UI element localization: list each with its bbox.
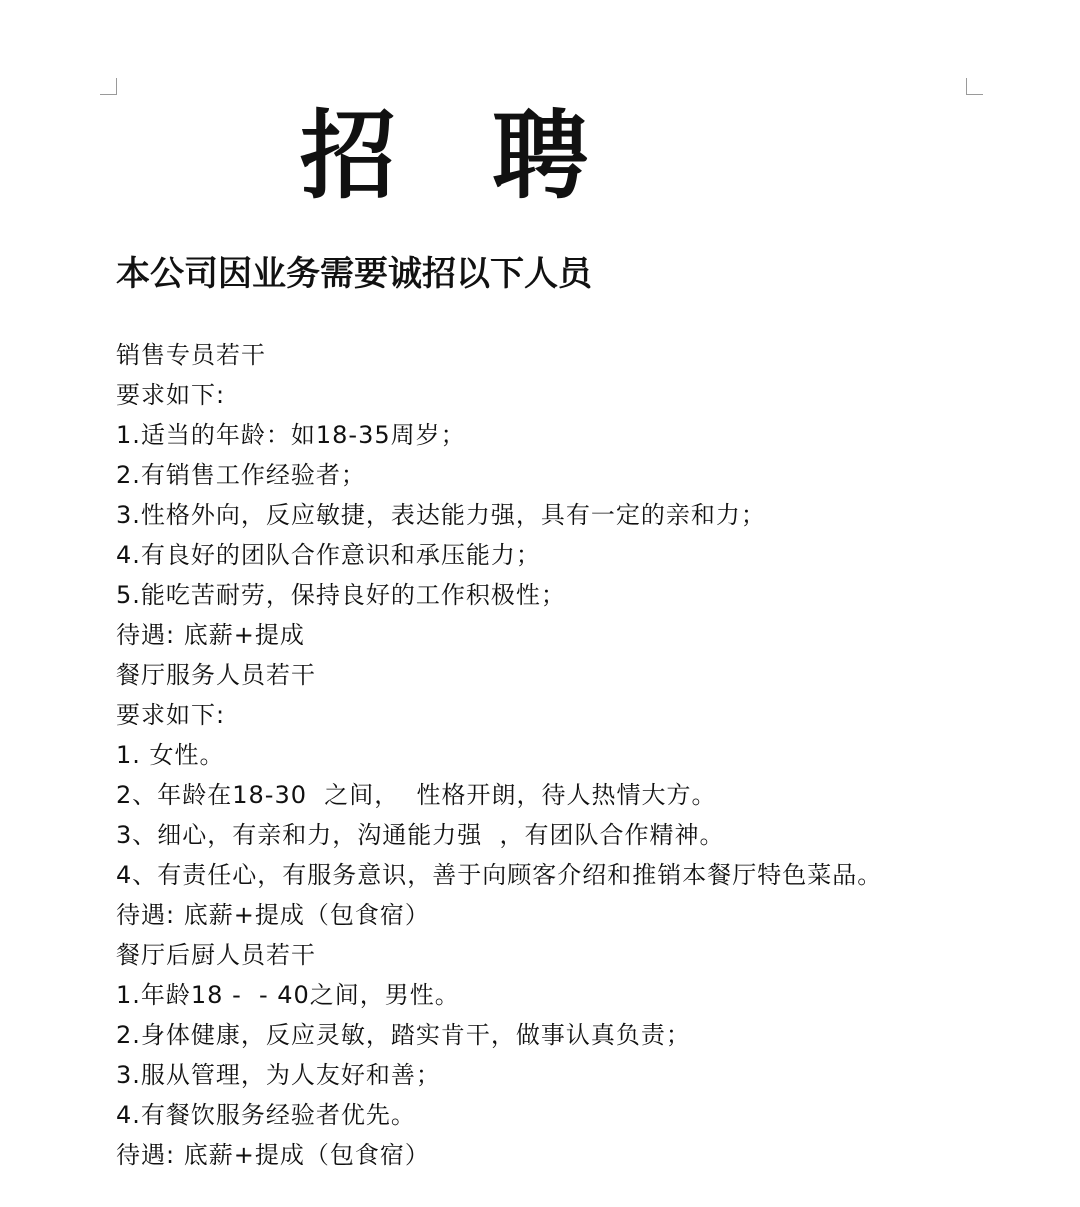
line-kitchen-req-1: 1.年龄18 - - 40之间，男性。 (116, 981, 460, 1009)
line-kitchen-pay: 待遇: 底薪+提成（包食宿） (116, 1141, 430, 1169)
body-lines (116, 335, 882, 1175)
margin-mark-top-right (966, 78, 983, 95)
line-sales-req-4: 4.有良好的团队合作意识和承压能力； (116, 541, 541, 569)
line-kitchen-req-2: 2.身体健康，反应灵敏，踏实肯干，做事认真负责； (116, 1021, 691, 1049)
margin-mark-top-left (100, 78, 117, 95)
line-kitchen-req-3: 3.服从管理，为人友好和善； (116, 1061, 441, 1089)
document-title: 招聘 (300, 100, 684, 212)
line-kitchen-req-4: 4.有餐饮服务经验者优先。 (116, 1101, 416, 1129)
line-service-pay: 待遇: 底薪+提成（包食宿） (116, 901, 430, 929)
line-sales-heading: 销售专员若干 (116, 341, 266, 369)
line-sales-req-3: 3.性格外向，反应敏捷，表达能力强，具有一定的亲和力； (116, 501, 766, 529)
line-sales-req-1: 1.适当的年龄：如18-35周岁； (116, 421, 466, 449)
document-subtitle: 本公司因业务需要诚招以下人员 (116, 254, 592, 294)
line-service-requirements-label: 要求如下: (116, 701, 226, 729)
line-sales-pay: 待遇: 底薪+提成 (116, 621, 305, 649)
line-service-heading: 餐厅服务人员若干 (116, 661, 316, 689)
line-service-req-2: 2、年龄在18-30 之间， 性格开朗，待人热情大方。 (116, 781, 717, 809)
line-kitchen-heading: 餐厅后厨人员若干 (116, 941, 316, 969)
line-sales-req-2: 2.有销售工作经验者； (116, 461, 366, 489)
line-sales-req-5: 5.能吃苦耐劳，保持良好的工作积极性； (116, 581, 566, 609)
line-service-req-3: 3、细心，有亲和力，沟通能力强 ，有团队合作精神。 (116, 821, 725, 849)
line-service-req-1: 1. 女性。 (116, 741, 225, 769)
line-service-req-4: 4、有责任心，有服务意识，善于向顾客介绍和推销本餐厅特色菜品。 (116, 861, 883, 889)
line-sales-requirements-label: 要求如下: (116, 381, 226, 409)
